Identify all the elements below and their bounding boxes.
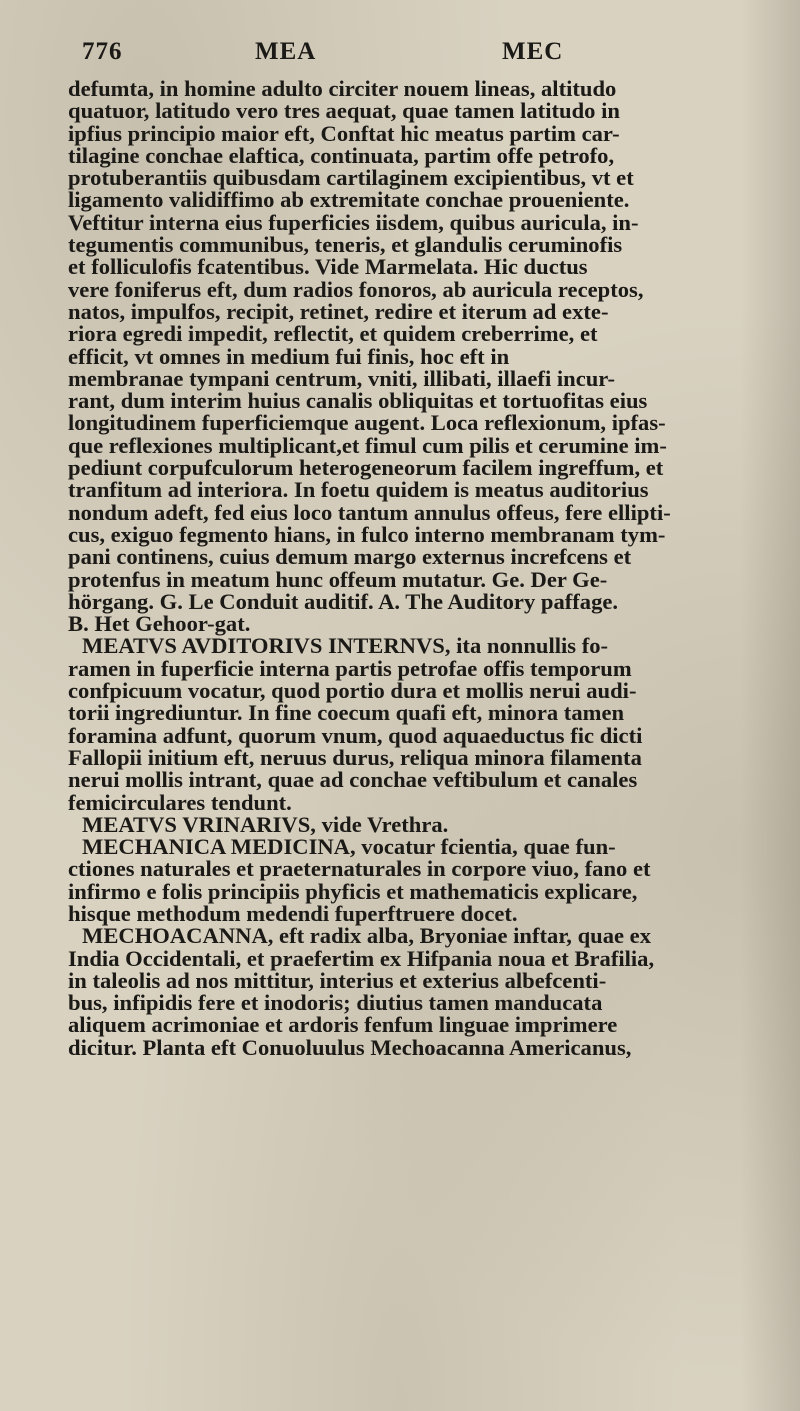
text-line: pediunt corpufculorum heterogeneorum facilem ingreffum, et (68, 455, 664, 481)
text-line: torii ingrediuntur. In fine coecum quafi eft, minora tamen (68, 700, 625, 726)
entry-heading-mechanica-medicina: MECHANICA MEDICINA, vocatur fcientia, quae fun- (82, 834, 616, 860)
text-line: tranfitum ad interiora. In foetu quidem is meatus auditorius (68, 477, 649, 503)
entry-heading-meatus-auditorius-internus: MEATVS AVDITORIVS INTERNVS, ita nonnullis fo- (82, 633, 609, 659)
text-line: membranae tympani centrum, vniti, illibati, illaefi incur- (68, 365, 616, 391)
text-line: hörgang. G. Le Conduit auditif. A. The Auditory paffage. (68, 588, 619, 614)
text-line: ligamento validiffimo ab extremitate conchae proueniente. (68, 187, 630, 213)
text-line: vere foniferus eft, dum radios fonoros, ab auricula receptos, (68, 276, 644, 302)
body-text (68, 78, 758, 1059)
text-line: ctiones naturales et praeternaturales in corpore viuo, fano et (68, 856, 651, 882)
text-line: aliquem acrimoniae et ardoris fenfum linguae imprimere (68, 1012, 618, 1038)
text-line: hisque methodum medendi fuperftruere docet. (68, 900, 518, 926)
page-edge-shadow (740, 0, 800, 1411)
text-line: India Occidentali, et praefertim ex Hifpania noua et Brafilia, (68, 945, 655, 971)
text-line: nondum adeft, fed eius loco tantum annulus offeus, fere ellipti- (68, 499, 671, 525)
text-line: tilagine conchae elaftica, continuata, partim offe petrofo, (68, 142, 615, 168)
text-line: rant, dum interim huius canalis obliquitas et tortuofitas eius (68, 388, 648, 414)
text-line: riora egredi impedit, reflectit, et quidem creberrime, et (68, 321, 598, 347)
text-line: quatuor, latitudo vero tres aequat, quae tamen latitudo in (68, 98, 620, 124)
text-line: ramen in fuperficie interna partis petrofae offis temporum (68, 655, 632, 681)
text-line: ipfius principio maior eft, Conftat hic meatus partim car- (68, 120, 620, 146)
text-line: defumta, in homine adulto circiter nouem lineas, altitudo (68, 76, 617, 101)
text-line: efficit, vt omnes in medium fui finis, hoc eft in (68, 343, 510, 369)
text-line: longitudinem fuperficiemque augent. Loca reflexionum, ipfas- (68, 410, 666, 436)
running-head (80, 38, 600, 68)
text-line: natos, impulfos, recipit, retinet, redire et iterum ad exte- (68, 298, 609, 324)
text-line: foramina adfunt, quorum vnum, quod aquaeductus fic dicti (68, 722, 643, 748)
text-line: pani continens, cuius demum margo externus increfcens et (68, 544, 632, 570)
text-line: femicirculares tendunt. (68, 789, 292, 815)
text-line: cus, exiguo fegmento hians, in fulco interno membranam tym- (68, 521, 666, 547)
text-line: protuberantiis quibusdam cartilaginem excipientibus, vt et (68, 165, 634, 191)
text-line: tegumentis communibus, teneris, et glandulis ceruminofis (68, 232, 623, 258)
text-line: dicitur. Planta eft Conuoluulus Mechoacanna Americanus, (68, 1034, 632, 1060)
text-line: confpicuum vocatur, quod portio dura et mollis nerui audi- (68, 678, 637, 704)
text-line: nerui mollis intrant, quae ad conchae veftibulum et canales (68, 767, 638, 793)
entry-heading-meatus-urinarius: MEATVS VRINARIVS, vide Vrethra. (82, 811, 449, 837)
running-head-right: MEC (502, 38, 564, 65)
entry-heading-mechoacanna: MECHOACANNA, eft radix alba, Bryoniae inftar, quae ex (82, 923, 652, 949)
page-number: 776 (82, 38, 123, 65)
text-line: Veftitur interna eius fuperficies iisdem, quibus auricula, in- (68, 209, 639, 235)
text-line: infirmo e folis principiis phyficis et mathematicis explicare, (68, 878, 638, 904)
running-head-left: MEA (255, 38, 317, 65)
text-line: B. Het Gehoor-gat. (68, 611, 251, 637)
text-line: bus, infipidis fere et inodoris; diutius tamen manducata (68, 990, 603, 1016)
text-line: et folliculofis fcatentibus. Vide Marmelata. Hic ductus (68, 254, 588, 280)
text-line: in taleolis ad nos mittitur, interius et exterius albefcenti- (68, 967, 607, 993)
text-line: Fallopii initium eft, neruus durus, reliqua minora filamenta (68, 744, 642, 770)
text-line: que reflexiones multiplicant,et fimul cum pilis et cerumine im- (68, 432, 667, 458)
text-line: protenfus in meatum hunc offeum mutatur. Ge. Der Ge- (68, 566, 608, 592)
